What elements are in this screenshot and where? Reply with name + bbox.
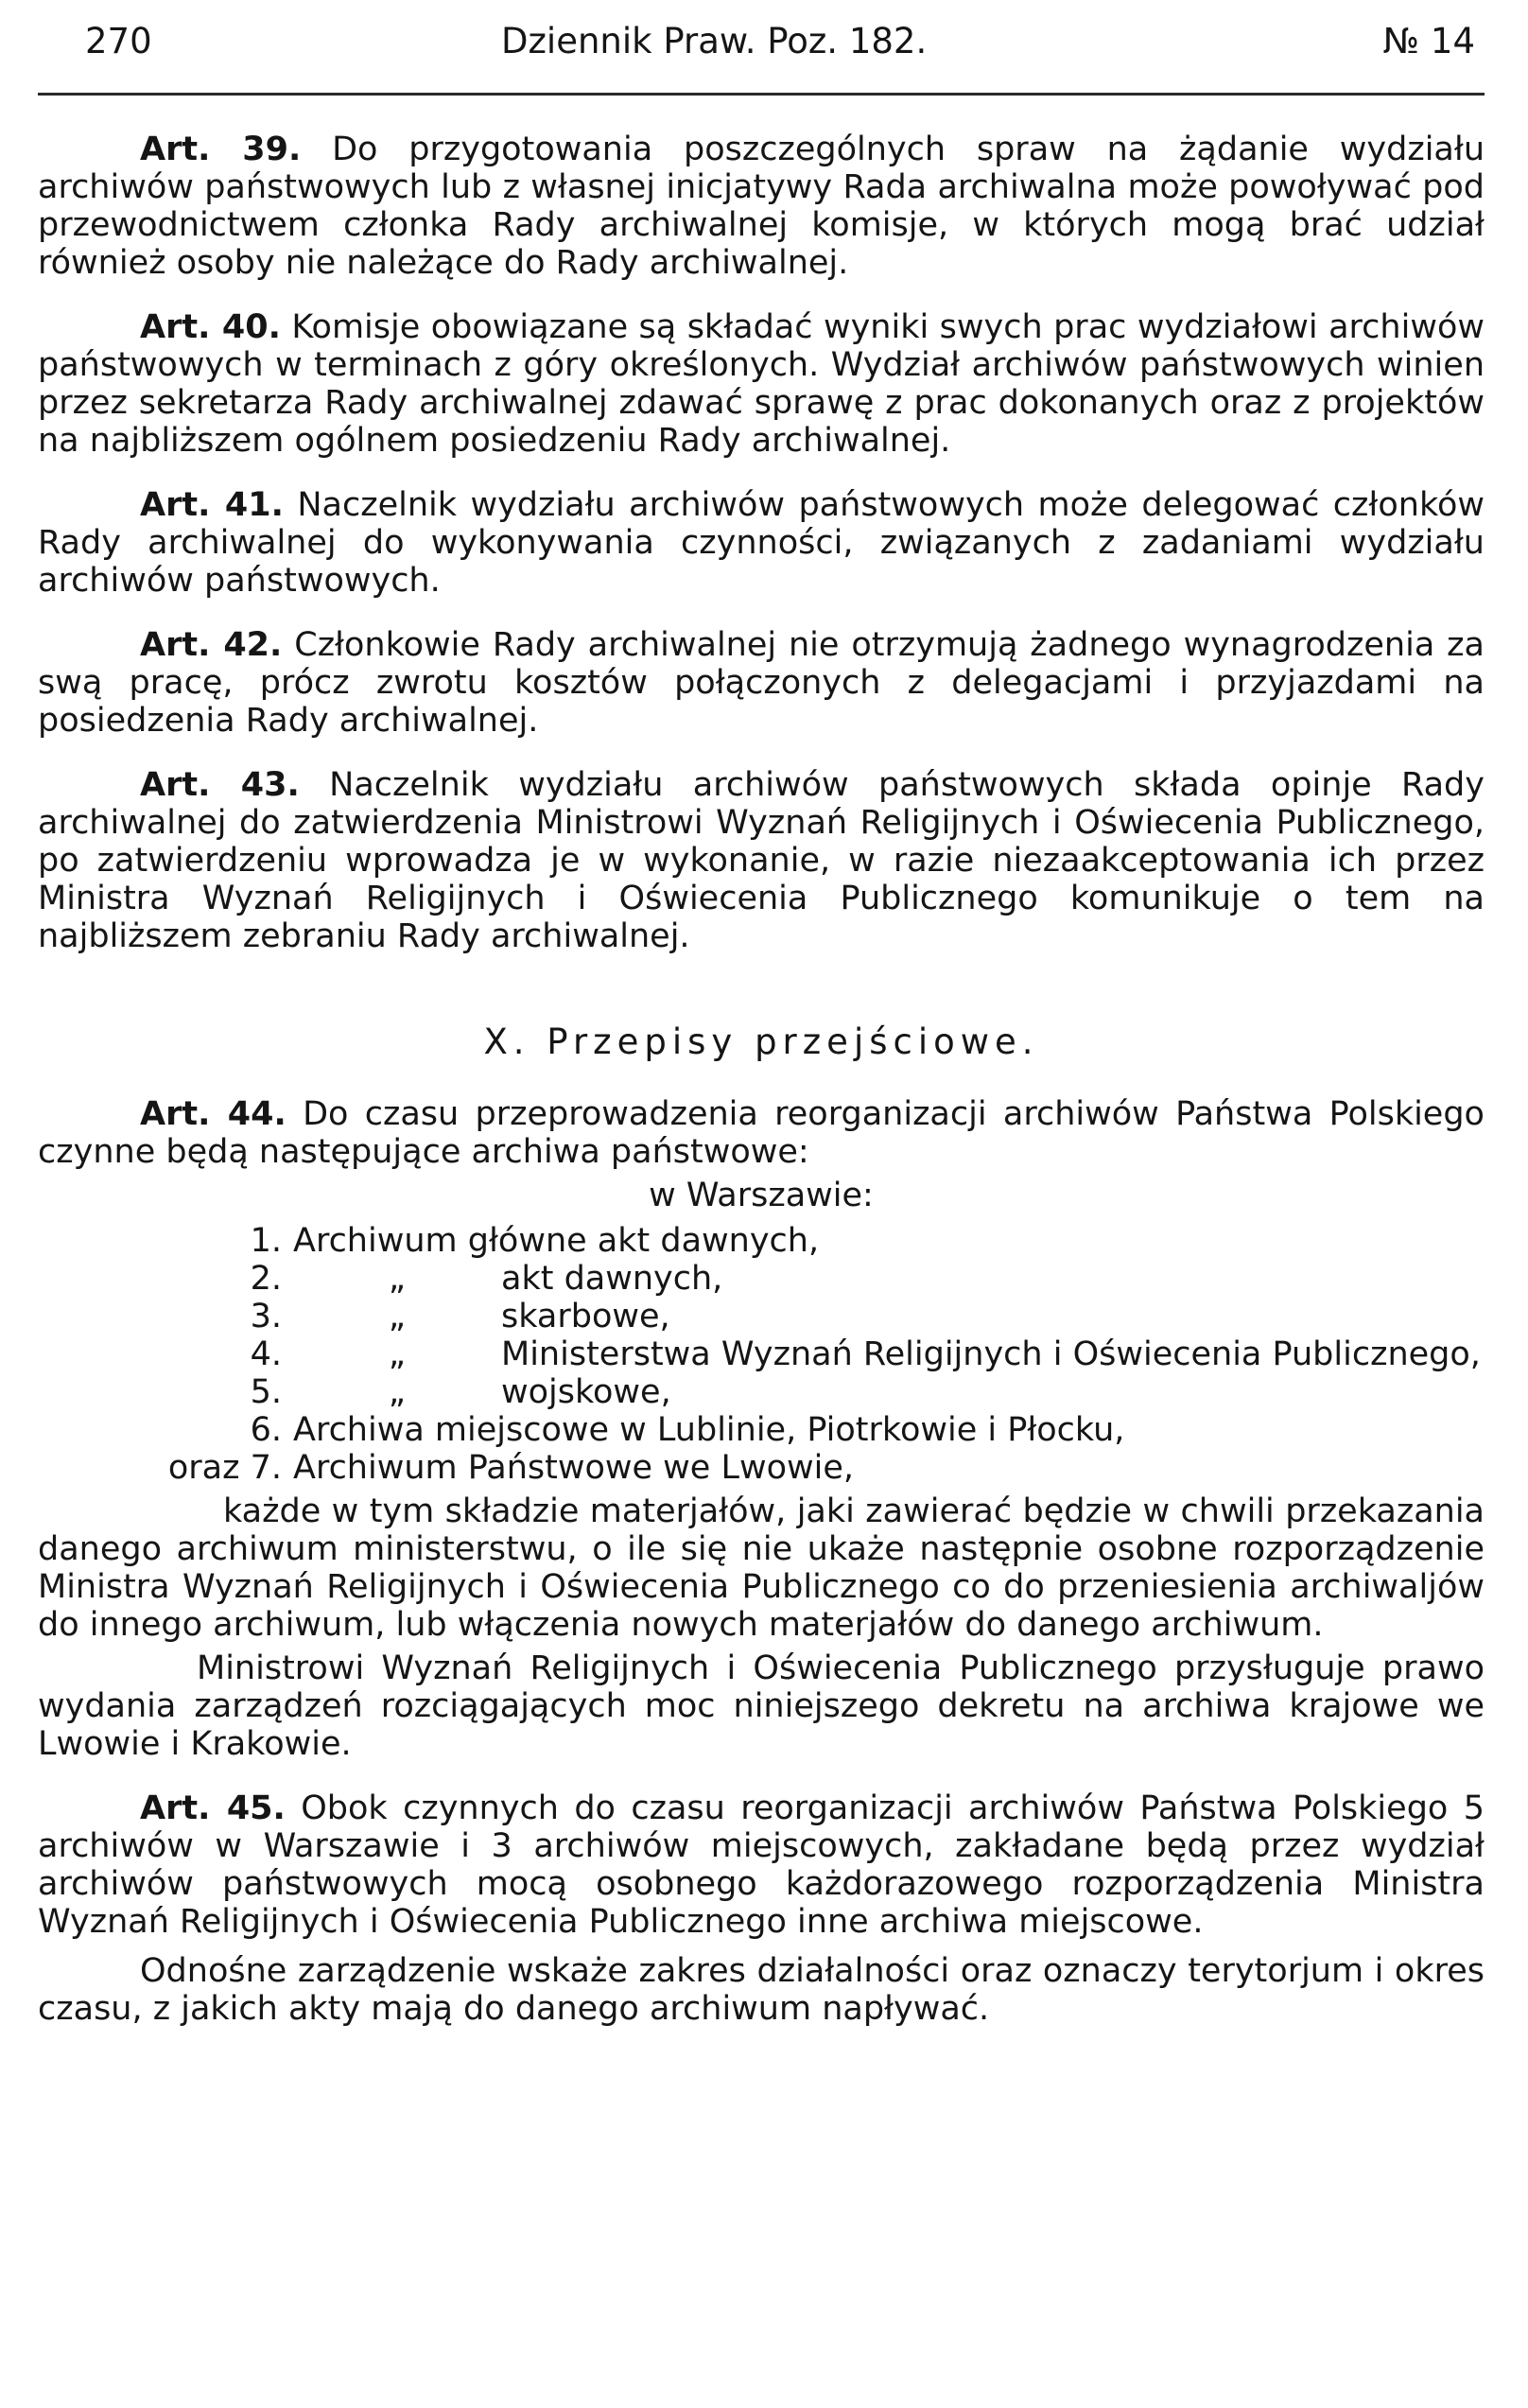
item-number: oraz 7. [167, 1449, 282, 1487]
document-body [38, 131, 1485, 2054]
item-text: wojskowe, [501, 1373, 671, 1411]
list-item [38, 1373, 1485, 1411]
item-text: Archiwa miejscowe w Lublinie, Piotrkowie i Płocku, [293, 1411, 1125, 1449]
article-39 [38, 131, 1485, 282]
item-text: Archiwum Państwowe we Lwowie, [293, 1449, 855, 1487]
item-number: 2. [250, 1260, 282, 1298]
article-text: Obok czynnych do czasu reorganizacji archiwów Państwa Polskiego 5 archiwów w Warszawie i 3 archiwów miejscowych, zakładane będą przez wydział archiwów państwowych mocą osobnego każdorazowego rozporządzenia Ministra Wyznań Religijnych i Oświecenia Publicznego inne archiwa miejscowe. [38, 1789, 1485, 1941]
list-item [38, 1298, 1485, 1335]
issue-number: № 14 [1382, 21, 1475, 61]
article-label: Art. 44. [140, 1095, 286, 1133]
continuation-text: każde w tym składzie materjałów, jaki zawierać będzie w chwili przekazania danego archiwum ministerstwu, o ile się nie ukaże następnie osobne rozporządzenie Ministra Wyznań Religijnych i Oświecenia Publicznego co do przeniesienia archiwaljów do innego archiwum, lub włączenia nowych materjałów do danego archiwum. [38, 1492, 1485, 1644]
paragraph-text: Ministrowi Wyznań Religijnych i Oświecenia Publicznego przysługuje prawo wydania zarządzeń rozciągających moc niniejszego dekretu na archiwa krajowe we Lwowie i Krakowie. [38, 1649, 1485, 1763]
header-rule [38, 93, 1485, 96]
list-item [38, 1222, 1485, 1260]
archive-list [38, 1222, 1485, 1487]
article-label: Art. 42. [140, 626, 283, 664]
article-40 [38, 308, 1485, 460]
running-title: Dziennik Praw. Poz. 182. [501, 21, 928, 61]
page-header [85, 13, 1475, 70]
list-item [38, 1449, 1485, 1487]
item-text: Ministerstwa Wyznań Religijnych i Oświecenia Publicznego, [501, 1335, 1481, 1373]
list-item [38, 1411, 1485, 1449]
article-43 [38, 766, 1485, 955]
ditto-mark: „ [388, 1298, 407, 1335]
item-number: 3. [250, 1298, 282, 1335]
article-text: Do czasu przeprowadzenia reorganizacji archiwów Państwa Polskiego czynne będą następujące archiwa państwowe: [38, 1095, 1485, 1171]
article-44 [38, 1095, 1485, 1171]
item-number: 6. [250, 1411, 282, 1449]
article-text: Naczelnik wydziału archiwów państwowych składa opinje Rady archiwalnej do zatwierdzenia Ministrowi Wyznań Religijnych i Oświecenia Publicznego, po zatwierdzeniu wprowadza je w wykonanie, w razie niezaakceptowania ich przez Ministra Wyznań Religijnych i Oświecenia Publicznego komunikuje o tem na najbliższem zebraniu Rady archiwalnej. [38, 766, 1485, 955]
list-item [38, 1260, 1485, 1298]
article-41 [38, 486, 1485, 600]
article-text: Członkowie Rady archiwalnej nie otrzymują żadnego wynagrodzenia za swą pracę, prócz zwrotu kosztów połączonych z delegacjami i przyjazdami na posiedzenia Rady archiwalnej. [38, 626, 1485, 740]
article-text: Komisje obowiązane są składać wyniki swych prac wydziałowi archiwów państwowych w terminach z góry określonych. Wydział archiwów państwowych winien przez sekretarza Rady archiwalnej zdawać sprawę z prac dokonanych oraz z projektów na najbliższem ogólnem posiedzeniu Rady archiwalnej. [38, 308, 1485, 460]
item-number: 1. [250, 1222, 282, 1260]
item-number: 4. [250, 1335, 282, 1373]
article-label: Art. 43. [140, 766, 300, 804]
item-number: 5. [250, 1373, 282, 1411]
ditto-mark: „ [388, 1373, 407, 1411]
page-number: 270 [85, 21, 152, 61]
section-heading: X. Przepisy przejściowe. [483, 1021, 1039, 1062]
article-42 [38, 626, 1485, 740]
ditto-mark: „ [388, 1260, 407, 1298]
article-label: Art. 41. [140, 486, 284, 524]
article-44-continuation [38, 1492, 1485, 1644]
article-text: Do przygotowania poszczególnych spraw na żądanie wydziału archiwów państwowych lub z własnej inicjatywy Rada archiwalna może powoływać pod przewodnictwem członka Rady archiwalnej komisje, w których mogą brać udział również osoby nie należące do Rady archiwalnej. [38, 131, 1485, 282]
article-label: Art. 39. [140, 131, 302, 168]
list-subheading: w Warszawie: [649, 1177, 874, 1214]
item-text: Archiwum główne akt dawnych, [293, 1222, 820, 1260]
article-45 [38, 1789, 1485, 1941]
article-45-paragraph-2 [38, 1952, 1485, 2028]
article-label: Art. 40. [140, 308, 281, 346]
paragraph-text: Odnośne zarządzenie wskaże zakres działalności oraz oznaczy terytorjum i okres czasu, z jakich akty mają do danego archiwum napływać. [38, 1952, 1485, 2028]
ditto-mark: „ [388, 1335, 407, 1373]
list-item [38, 1335, 1485, 1373]
item-text: akt dawnych, [501, 1260, 723, 1298]
article-text: Naczelnik wydziału archiwów państwowych może delegować członków Rady archiwalnej do wykonywania czynności, związanych z zadaniami wydziału archiwów państwowych. [38, 486, 1485, 600]
article-44-paragraph-2 [38, 1649, 1485, 1763]
item-text: skarbowe, [501, 1298, 670, 1335]
article-label: Art. 45. [140, 1789, 286, 1827]
